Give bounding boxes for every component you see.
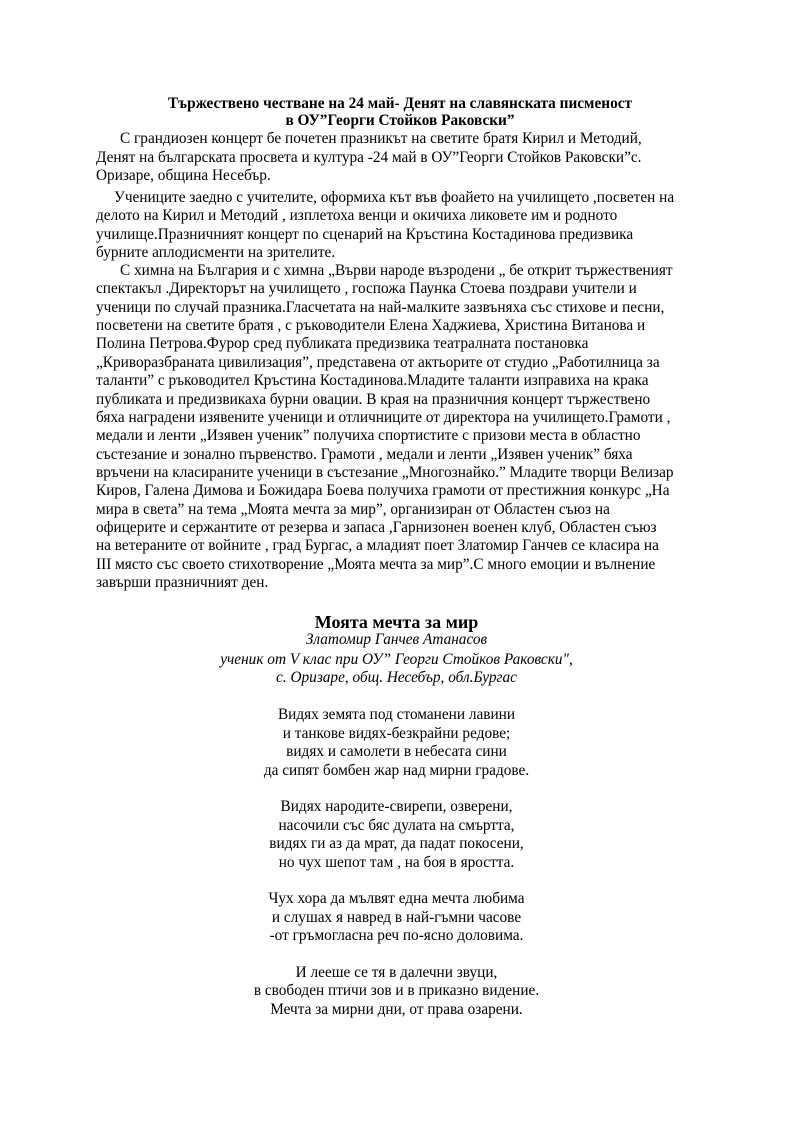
article-line: делото на Кирил и Методий , изплетоха венци и окичиха ликовете им и родното bbox=[96, 207, 618, 224]
poem-line: и танкове видях-безкрайни редове; bbox=[282, 725, 511, 742]
article-line: Полина Петрова.Фурор сред публиката предизвика театралната постановка bbox=[96, 335, 589, 352]
poem-author-location: с. Оризаре, общ. Несебър, обл.Бургас bbox=[276, 669, 517, 686]
poem-line: видях и самолети в небесата сини bbox=[286, 743, 507, 760]
poem-title: Моята мечта за мир bbox=[314, 612, 479, 632]
article-line: бурните аплодисменти на зрителите. bbox=[96, 244, 336, 261]
poem-line: Видях народите-свирепи, озверени, bbox=[280, 798, 513, 815]
poem-line: Видях земята под стоманени лавини bbox=[277, 706, 516, 723]
poem-line: но чух шепот там , на боя в яростта. bbox=[278, 854, 515, 871]
poem-line: да сипят бомбен жар над мирни градове. bbox=[263, 762, 530, 779]
article-line: Денят на българската просвета и култура -24 май в ОУ”Георги Стойков Раковски”с. bbox=[96, 149, 642, 166]
article-line: посветени на светите братя , с ръководители Елена Хаджиева, Христина Витанова и bbox=[96, 317, 646, 334]
article-line: училище.Празничният концерт по сценарий на Кръстина Костадинова предизвика bbox=[96, 226, 634, 243]
article-line: III място със своето стихотворение „Моята мечта за мир”.С много емоции и вълнение bbox=[96, 556, 656, 573]
poem-line: в свободен птичи зов и в приказно видение. bbox=[253, 982, 540, 999]
poem-line: насочили със бяс дулата на смъртта, bbox=[278, 817, 515, 834]
article-title-line2: в ОУ”Георги Стойков Раковски” bbox=[285, 112, 515, 129]
article-line: офицерите и сержантите от резерва и запаса ,Гарнизонен военен клуб, Областен съюз bbox=[96, 519, 657, 536]
article-line: „Криворазбраната цивилизация”, представена от актьорите от студио „Работилница за bbox=[96, 354, 660, 371]
poem-line: Чух хора да мълвят една мечта любима bbox=[268, 890, 525, 907]
article-line: мира в света” на тема „Моята мечта за мир”, организиран от Областен съюз на bbox=[96, 501, 610, 518]
article-line: ученици по случай празника.Гласчетата на най-малките зазвъняха със стихове и песни, bbox=[96, 299, 665, 316]
article-line: Учениците заедно с учителите, оформиха кът във фоайето на училището ,посветен на bbox=[114, 189, 675, 206]
article-line: връчени на класираните ученици в състезание „Многознайко.” Младите творци Велизар bbox=[96, 464, 674, 481]
article-line: спектакъл .Директорът на училището , госпожа Паунка Стоева поздрави учители и bbox=[96, 280, 637, 297]
article-line: бяха наградени изявените ученици и отличниците от директора на училището.Грамоти , bbox=[96, 409, 671, 426]
article-line: медали и ленти „Изявен ученик” получиха спортистите с призови места в областно bbox=[96, 427, 641, 444]
article-line: С грандиозен концерт бе почетен празникът на светите братя Кирил и Методий, bbox=[120, 130, 642, 147]
article-line: публиката и предизвикаха бурни овации. В края на празничния концерт тържествено bbox=[96, 391, 651, 408]
article-line: Киров, Галена Димова и Божидара Боева получиха грамоти от престижния конкурс „На bbox=[96, 482, 670, 499]
poem-author-info: ученик от V клас при ОУ” Георги Стойков Раковски", bbox=[220, 651, 573, 668]
article-line: на ветераните от войните , град Бургас, а младият поет Златомир Ганчев се класира на bbox=[96, 537, 659, 554]
article-line: таланти” с ръководител Кръстина Костадинова.Младите таланти изправиха на крака bbox=[96, 372, 649, 389]
article-title-line1: Тържествено честване на 24 май- Денят на славянската писменост bbox=[167, 95, 633, 112]
poem-line: и слушах я навред в най-гъмни часове bbox=[271, 909, 522, 926]
poem-line: -от гръмогласна реч по-ясно доловима. bbox=[269, 927, 524, 944]
article-line: Оризаре, община Несебър. bbox=[96, 167, 271, 184]
poem-author: Златомир Ганчев Атанасов bbox=[305, 631, 488, 648]
poem-line: Мечта за мирни дни, от права озарени. bbox=[270, 1001, 523, 1018]
article-line: състезание и зонално първенство. Грамоти , медали и ленти „Изявен ученик” бяха bbox=[96, 446, 633, 463]
poem-line: И лееше се тя в далечни звуци, bbox=[295, 964, 498, 981]
article-line: С химна на България и с химна „Върви народе възродени „ бе открит тържественият bbox=[120, 262, 673, 279]
poem-line: видях ги аз да мрат, да падат покосени, bbox=[269, 835, 524, 852]
article-line: завърши празничният ден. bbox=[96, 574, 269, 591]
